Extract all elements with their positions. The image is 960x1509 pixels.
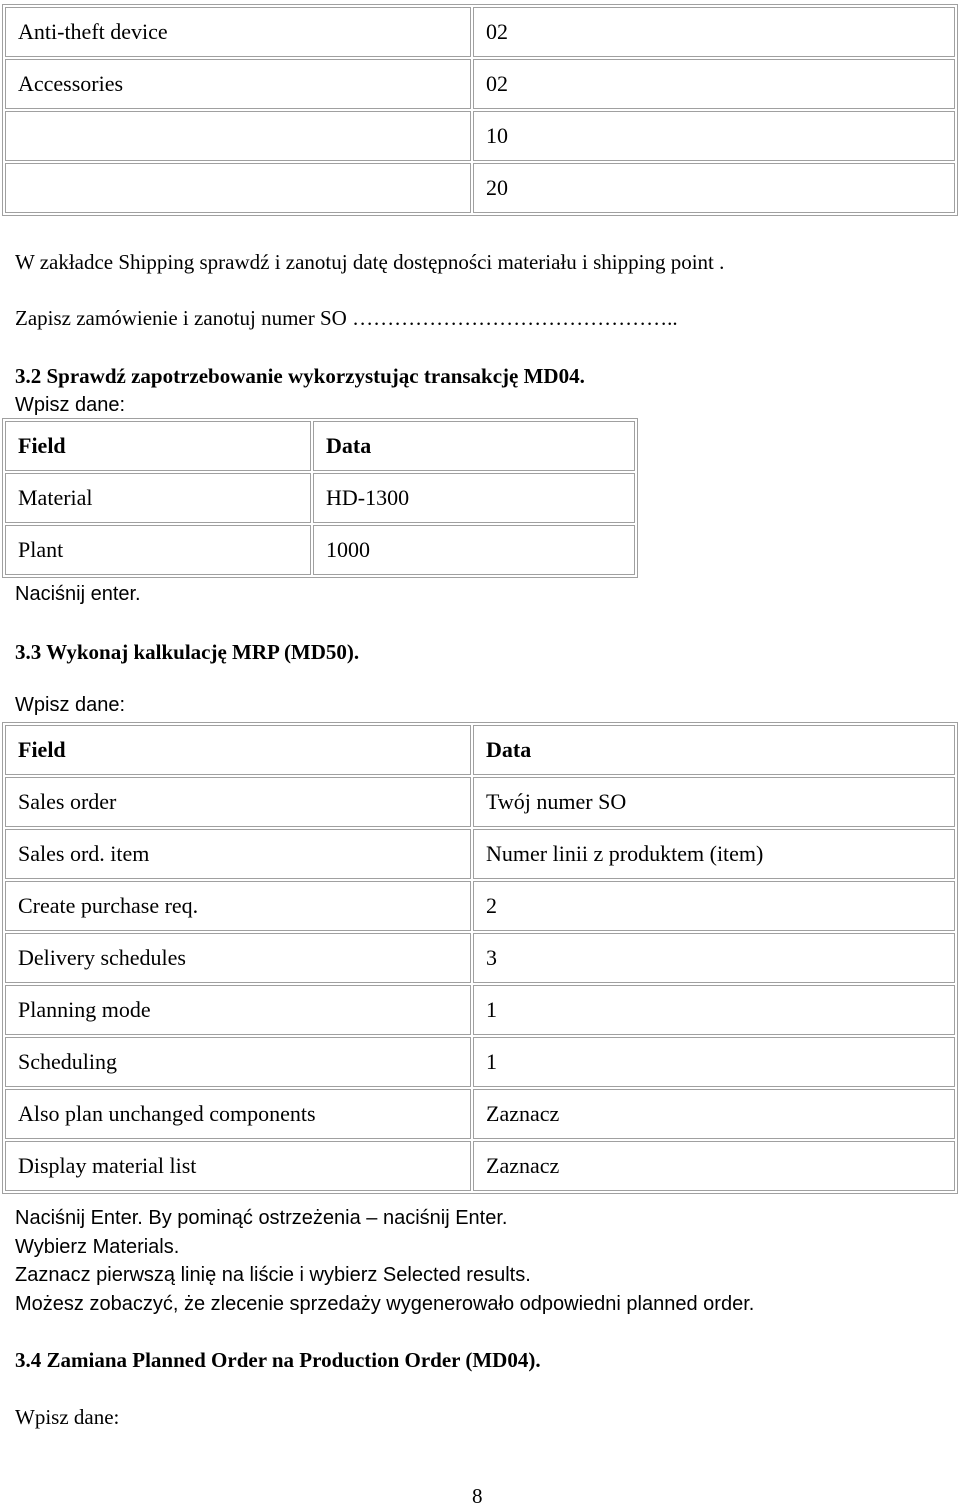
table-row: [5, 829, 955, 879]
table-header-row: [5, 725, 955, 775]
shipping-instruction: W zakładce Shipping sprawdź i zanotuj datę dostępności materiału i shipping point .: [15, 250, 725, 274]
instruction-line: Wybierz Materials.: [15, 1236, 180, 1258]
field-cell: Scheduling: [5, 1037, 471, 1087]
data-cell: 02: [473, 7, 955, 57]
field-cell: Also plan unchanged components: [5, 1089, 471, 1139]
instruction-line: Możesz zobaczyć, że zlecenie sprzedaży wygenerowało odpowiedni planned order.: [15, 1293, 755, 1315]
data-cell: 2: [473, 881, 955, 931]
section-heading-3-2: 3.2 Sprawdź zapotrzebowanie wykorzystując transakcję MD04.: [15, 364, 585, 388]
data-header: Data: [313, 421, 635, 471]
data-cell: Twój numer SO: [473, 777, 955, 827]
field-cell: Planning mode: [5, 985, 471, 1035]
field-cell: Delivery schedules: [5, 933, 471, 983]
table-row: [5, 1037, 955, 1087]
data-cell: 1: [473, 1037, 955, 1087]
field-cell: Display material list: [5, 1141, 471, 1191]
section-heading-3-4: 3.4 Zamiana Planned Order na Production Order (MD04).: [15, 1348, 541, 1372]
table-header-row: [5, 421, 635, 471]
md50-input-table: [2, 722, 958, 1194]
table-row: [5, 525, 635, 575]
field-cell: Plant: [5, 525, 311, 575]
table-row: [5, 881, 955, 931]
md04-input-table: [2, 418, 638, 578]
field-cell: Create purchase req.: [5, 881, 471, 931]
table-row: [5, 59, 955, 109]
save-order-instruction: Zapisz zamówienie i zanotuj numer SO ………………………………………..: [15, 306, 678, 330]
table-row: [5, 777, 955, 827]
instruction-line: Zaznacz pierwszą linię na liście i wybierz Selected results.: [15, 1264, 531, 1286]
instruction-line: Naciśnij Enter. By pominąć ostrzeżenia – naciśnij Enter.: [15, 1207, 508, 1229]
field-cell: Sales ord. item: [5, 829, 471, 879]
press-enter-note: Naciśnij enter.: [15, 583, 141, 605]
page-number: 8: [472, 1484, 483, 1508]
data-cell: 1000: [313, 525, 635, 575]
enter-data-label: Wpisz dane:: [15, 394, 126, 416]
data-cell: HD-1300: [313, 473, 635, 523]
field-cell: Sales order: [5, 777, 471, 827]
data-cell: Numer linii z produktem (item): [473, 829, 955, 879]
field-header: Field: [5, 421, 311, 471]
data-cell: 02: [473, 59, 955, 109]
field-cell: Material: [5, 473, 311, 523]
data-cell: Zaznacz: [473, 1089, 955, 1139]
table-row: [5, 473, 635, 523]
data-cell: 10: [473, 111, 955, 161]
data-cell: Zaznacz: [473, 1141, 955, 1191]
table-row: [5, 111, 955, 161]
table-row: [5, 985, 955, 1035]
section-heading-3-3: 3.3 Wykonaj kalkulację MRP (MD50).: [15, 640, 360, 664]
field-cell: Anti-theft device: [5, 7, 471, 57]
data-cell: 20: [473, 163, 955, 213]
field-cell: Accessories: [5, 59, 471, 109]
table-row: [5, 163, 955, 213]
field-cell: [5, 111, 471, 161]
data-cell: 1: [473, 985, 955, 1035]
top-table: [2, 4, 958, 216]
enter-data-label: Wpisz dane:: [15, 694, 126, 716]
table-row: [5, 933, 955, 983]
table-row: [5, 7, 955, 57]
table-row: [5, 1089, 955, 1139]
data-cell: 3: [473, 933, 955, 983]
enter-data-label: Wpisz dane:: [15, 1405, 120, 1429]
table-row: [5, 1141, 955, 1191]
field-cell: [5, 163, 471, 213]
data-header: Data: [473, 725, 955, 775]
field-header: Field: [5, 725, 471, 775]
